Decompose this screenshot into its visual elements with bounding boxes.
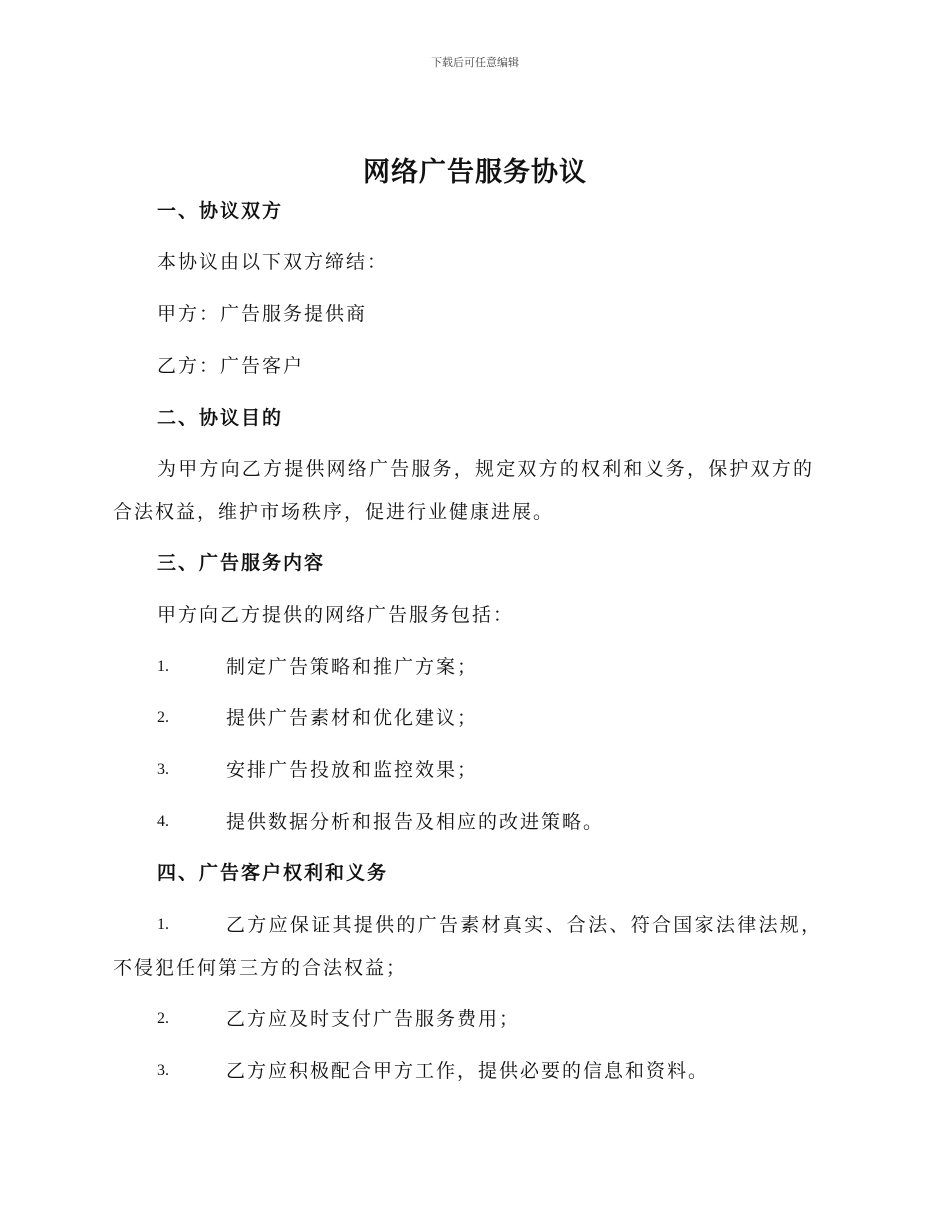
- list-item-text: 乙方应保证其提供的广告素材真实、合法、符合国家法律法规，: [226, 914, 823, 936]
- section-1-heading: 一、协议双方: [157, 200, 284, 222]
- list-item-text: 制定广告策略和推广方案；: [226, 656, 479, 678]
- list-item-number: 3.: [157, 1062, 169, 1079]
- list-item-number: 1.: [157, 658, 169, 675]
- header-note: 下载后可任意编辑: [431, 56, 519, 69]
- section-2-paragraph-line-1: 为甲方向乙方提供网络广告服务，规定双方的权利和义务，保护双方的: [157, 458, 815, 480]
- list-item-text: 提供数据分析和报告及相应的改进策略。: [226, 811, 605, 833]
- section-2-paragraph-line-2: 合法权益，维护市场秩序，促进行业健康进展。: [113, 501, 555, 523]
- list-item-number: 2.: [157, 709, 169, 726]
- party-a-line: 甲方：广告服务提供商: [157, 303, 368, 325]
- list-item-continuation: 不侵犯任何第三方的合法权益；: [113, 957, 408, 979]
- section-1-intro: 本协议由以下双方缔结：: [157, 251, 389, 273]
- list-item-text: 乙方应及时支付广告服务费用；: [226, 1008, 521, 1030]
- section-2-heading: 二、协议目的: [157, 407, 284, 429]
- list-item-number: 2.: [157, 1010, 169, 1027]
- list-item-number: 3.: [157, 761, 169, 778]
- list-item-number: 1.: [157, 916, 169, 933]
- section-3-heading: 三、广告服务内容: [157, 552, 326, 574]
- list-item-text: 提供广告素材和优化建议；: [226, 707, 479, 729]
- list-item-text: 安排广告投放和监控效果；: [226, 759, 479, 781]
- list-item-text: 乙方应积极配合甲方工作，提供必要的信息和资料。: [226, 1060, 710, 1082]
- section-3-intro: 甲方向乙方提供的网络广告服务包括：: [157, 604, 515, 626]
- list-item-number: 4.: [157, 813, 169, 830]
- document-title: 网络广告服务协议: [363, 157, 587, 188]
- party-b-line: 乙方：广告客户: [157, 355, 305, 377]
- section-4-heading: 四、广告客户权利和义务: [157, 862, 389, 884]
